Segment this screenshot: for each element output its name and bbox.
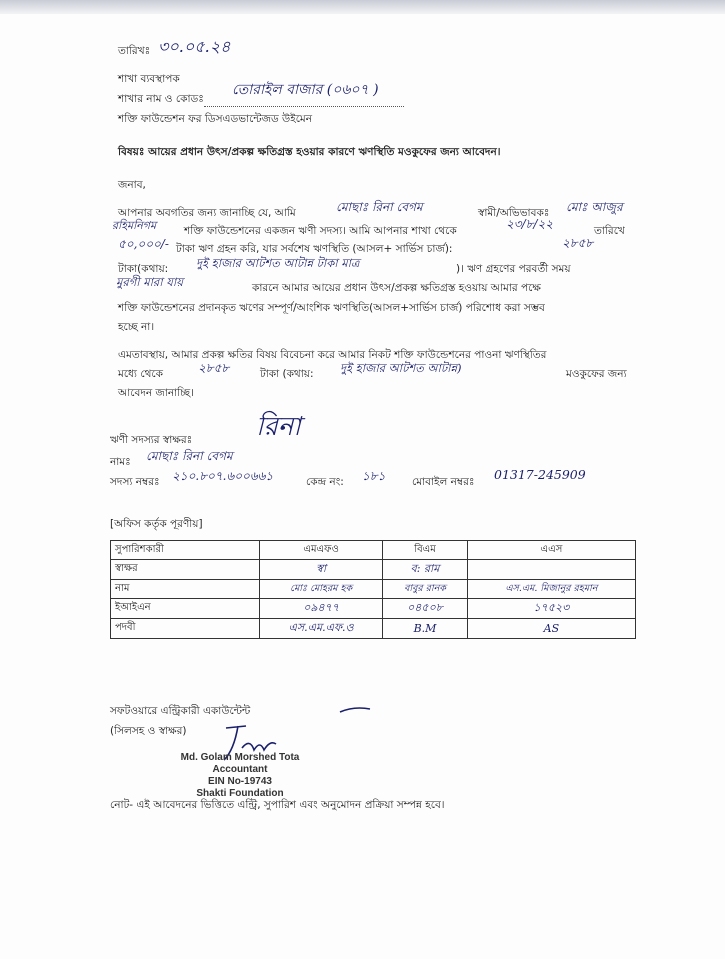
- waiver-words-handwritten: দুই হাজার আটশত আটান্ন): [340, 361, 462, 375]
- para1-line1-a: আপনার অবগতির জন্য জানাচ্ছি যে, আমি: [118, 207, 296, 219]
- mobile-number-handwritten: 01317-245909: [494, 467, 586, 482]
- loan-amount-handwritten: ৫০,০০০/-: [118, 237, 169, 251]
- office-row-designation: [111, 619, 636, 639]
- member-signature-label: ঋণী সদস্যর স্বাক্ষরঃ: [110, 434, 193, 446]
- office-approval-table: [110, 540, 636, 639]
- para2-line1: এমতাবস্থায়, আমার প্রকল্প ক্ষতির বিষয় বিবেচনা করে আমার নিকট শক্তি ফাউন্ডেশনের পাওনা ঋণস্থিতির: [118, 349, 547, 361]
- office-row-label: স্বাক্ষর: [111, 560, 260, 580]
- stamp-line: Md. Golam Morshed Tota: [180, 752, 300, 763]
- guardian-handwritten-2: রহিমনিগম: [112, 219, 157, 232]
- member-number-label: সদস্য নম্বরঃ: [110, 476, 160, 488]
- office-cell: [467, 560, 635, 580]
- office-row-label: নাম: [111, 580, 260, 599]
- office-cell: ০৯৪৭৭: [260, 599, 383, 619]
- para1-line2-a: শক্তি ফাউন্ডেশনের একজন ঋণী সদস্য। আমি আপনার শাখা থেকে: [184, 225, 457, 237]
- office-cell: ০৪৫০৮: [383, 599, 468, 619]
- balance-words-handwritten: দুই হাজার আটশত আটান্ন টাকা মাত্র: [196, 256, 360, 270]
- para2-line2-c: মওকুফের জন্য: [566, 368, 627, 380]
- recipient-line-1: শাখা ব্যবস্থাপক: [118, 73, 180, 85]
- office-cell: B.M: [383, 619, 468, 639]
- office-cell: এস.এম.এফ.ও: [260, 619, 383, 639]
- office-row-name: [111, 580, 636, 599]
- date-line: [118, 44, 150, 58]
- member-signature: রিনা: [256, 412, 301, 442]
- para1-line4-a: টাকা(কথায়:: [118, 263, 169, 275]
- para1-line4-b: )। ঋণ গ্রহণের পরবর্তী সময়: [456, 263, 571, 275]
- office-heading: [অফিস কর্তৃক পূরণীয়]: [110, 518, 203, 530]
- footer-note: নোট- এই আবেদনের ভিত্তিতে এন্ট্রি, সুপারিশ এবং অনুমোদন প্রক্রিয়া সম্পন্ন হবে।: [110, 799, 445, 811]
- office-cell: বাবুর রানক: [383, 580, 468, 599]
- office-col-recommender: সুপারিশকারী: [111, 541, 260, 560]
- para1-line5-a: কারনে আমার আয়ের প্রধান উৎস/প্রকল্প ক্ষতিগ্রস্ত হওয়ায় আমার পক্ষে: [252, 282, 541, 294]
- recipient-line-3: শক্তি ফাউন্ডেশন ফর ডিসএডভান্টেজড উইমেন: [118, 113, 313, 125]
- accountant-line-1: সফটওয়ারে এন্ট্রিকারী একাউন্টেন্ট: [110, 705, 251, 717]
- office-table-header: [111, 541, 636, 560]
- waiver-amount-handwritten: ২৮৫৮: [198, 361, 230, 375]
- loan-balance-handwritten: ২৮৫৮: [562, 236, 594, 250]
- para1-line3-a: টাকা ঋণ গ্রহন করি, যার সর্বশেষ ঋণস্থিতি (আসল+ সার্ভিস চার্জ):: [176, 243, 453, 255]
- para1-line1-b: স্বামী/অভিভাবকঃ: [478, 207, 550, 219]
- office-col-mfo: এমএফও: [260, 541, 383, 560]
- office-cell: এস.এম. মিজানুর রহমান: [467, 580, 635, 599]
- accountant-stamp: [170, 752, 310, 800]
- member-number-handwritten: ২১০.৮০৭.৬০০৬৬১: [172, 469, 274, 483]
- loan-date-handwritten: ২৩/৮/২২: [506, 217, 554, 231]
- para2-line2-a: মধ্যে থেকে: [118, 368, 163, 380]
- date-label: তারিখঃ: [118, 45, 151, 57]
- scan-edge: [0, 0, 725, 14]
- centre-label: কেন্দ্র নং:: [306, 476, 344, 488]
- para1-line2-b: তারিখে: [594, 225, 625, 237]
- date-value: ৩০.০৫.২৪: [158, 37, 231, 56]
- office-row-ein: [111, 599, 636, 619]
- guardian-handwritten-1: মোঃ আজুর: [566, 200, 623, 214]
- subject: বিষয়ঃ আয়ের প্রধান উৎস/প্রকল্প ক্ষতিগ্রস্ত হওয়ার কারণে ঋণস্থিতি মওকুফের জন্য আবেদন।: [118, 146, 501, 158]
- accountant-mark: [336, 700, 376, 720]
- office-col-bm: বিএম: [383, 541, 468, 560]
- office-cell: মোঃ মোহরম হক: [260, 580, 383, 599]
- para1-line7: হচ্ছে না।: [118, 321, 155, 333]
- stamp-line: Shakti Foundation: [196, 788, 284, 799]
- office-row-label: পদবী: [111, 619, 260, 639]
- salutation: জনাব,: [118, 179, 146, 191]
- office-cell: স্বা: [260, 560, 383, 580]
- branch-value: তোরাইল বাজার (০৬০৭ ): [232, 82, 379, 98]
- member-name-handwritten: মোছাঃ রিনা বেগম: [146, 449, 233, 463]
- office-cell: ব: রাম: [383, 560, 468, 580]
- branch-label: শাখার নাম ও কোডঃ: [118, 93, 204, 105]
- stamp-line: EIN No-19743: [208, 776, 272, 787]
- office-cell: ১৭৫২৩: [467, 599, 635, 619]
- office-row-signature: [111, 560, 636, 580]
- accountant-line-2: (সিলসহ ও স্বাক্ষর): [110, 725, 187, 737]
- para2-line2-b: টাকা (কথায়:: [260, 368, 314, 380]
- reason-handwritten: মুরগী মারা যায়: [116, 275, 183, 289]
- member-name-label: নামঃ: [110, 456, 131, 468]
- para1-line6: শক্তি ফাউন্ডেশনের প্রদানকৃত ঋণের সম্পূর্ণ/আংশিক ঋণস্থিতি(আসল+সার্ভিস চার্জ) পরিশোধ করা সম্ভব: [118, 302, 545, 314]
- applicant-name-handwritten: মোছাঃ রিনা বেগম: [336, 200, 423, 214]
- centre-number-handwritten: ১৮১: [362, 469, 386, 483]
- stamp-line: Accountant: [212, 764, 268, 775]
- mobile-label: মোবাইল নম্বরঃ: [412, 476, 475, 488]
- para2-line3: আবেদন জানাচ্ছি।: [118, 387, 194, 399]
- office-cell: AS: [467, 619, 635, 639]
- office-col-as: এএস: [467, 541, 635, 560]
- office-row-label: ইআইএন: [111, 599, 260, 619]
